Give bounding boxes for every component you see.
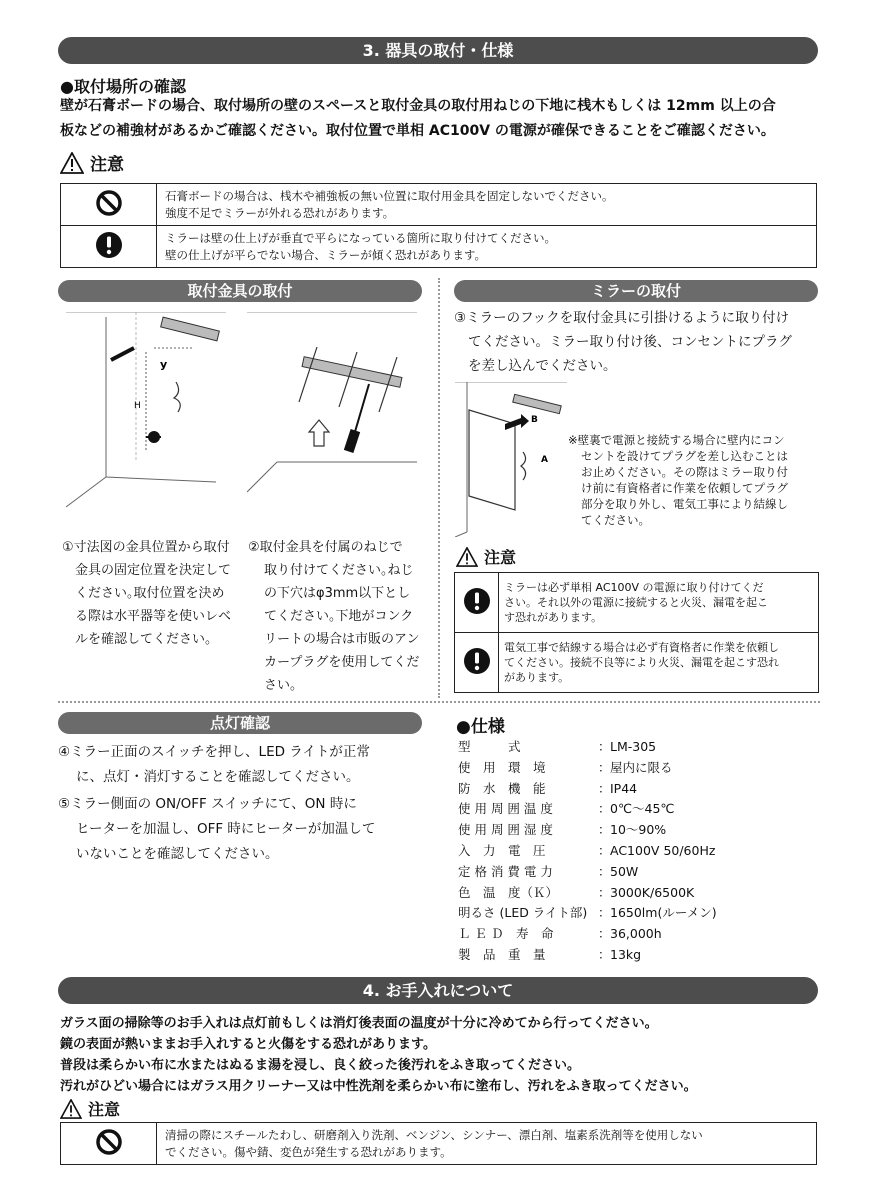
- spec-label: 使 用 周 囲 温 度: [458, 801, 553, 817]
- care-text: [60, 1013, 850, 1097]
- step-2-text: [248, 536, 433, 697]
- warning-triangle-icon: [456, 547, 478, 567]
- exclamation-icon: [463, 647, 491, 675]
- warning-triangle-icon: [60, 1099, 82, 1119]
- warning-line: 電気工事で結線する場合は必ず有資格者に作業を依頼し: [504, 641, 779, 654]
- spec-label: 防 水 機 能: [458, 780, 546, 796]
- step-1-line: 金具の固定位置を決定して: [75, 563, 232, 578]
- spec-row: [458, 841, 818, 862]
- prohibition-icon: [95, 189, 123, 217]
- warning-text: [499, 573, 819, 633]
- spec-value: AC100V 50/60Hz: [610, 842, 716, 858]
- warning-line: ミラーは必ず単相 AC100V の電源に取り付けてくだ: [504, 581, 764, 594]
- specs-table: [458, 737, 818, 966]
- care-warning-table: [60, 1122, 817, 1165]
- warning-line: 石膏ボードの場合は、桟木や補強板の無い位置に取付用金具を固定しないでください。: [165, 188, 614, 203]
- spec-value: 50W: [610, 863, 639, 879]
- spec-label: 明るさ (LED ライト部): [458, 905, 588, 921]
- caution-heading: [60, 150, 124, 175]
- step-4-line: ④ミラー正面のスイッチを押し、LED ライトが正常: [58, 744, 370, 760]
- row-divider: [58, 701, 820, 703]
- warning-icon-cell: [61, 184, 157, 226]
- mirror-caution-heading: [456, 545, 516, 568]
- caution-label: 注意: [484, 548, 517, 567]
- warning-text: [157, 226, 817, 268]
- spec-row: [458, 737, 818, 758]
- prohibition-icon: [95, 1128, 123, 1156]
- spec-row: [458, 924, 818, 945]
- warning-text: [157, 184, 817, 226]
- section-4-title: 4. お手入れについて: [58, 977, 818, 1004]
- spec-row: [458, 903, 818, 924]
- spec-colon: ：: [598, 884, 611, 900]
- spec-row: [458, 758, 818, 779]
- warning-line: 強度不足でミラーが外れる恐れがあります。: [165, 205, 395, 220]
- step-5-line: ⑤ミラー側面の ON/OFF スイッチにて、ON 時に: [58, 796, 357, 812]
- spec-colon: ：: [598, 739, 611, 754]
- care-line: 汚れがひどい場合にはガラス用クリーナー又は中性洗剤を柔らかい布に塗布し、汚れをふき取ってください。: [60, 1079, 697, 1094]
- exclamation-icon: [463, 587, 491, 615]
- care-line: 普段は柔らかい布に水またはぬるま湯を浸し、良く絞った後汚れをふき取ってください。: [60, 1058, 581, 1073]
- care-line: 鏡の表面が熱いままお手入れすると火傷をする恐れがあります。: [60, 1037, 436, 1052]
- spec-value: IP44: [610, 780, 638, 796]
- spec-label: 色 温 度（Ｋ）: [458, 884, 559, 900]
- spec-value: 10～90%: [610, 822, 667, 838]
- step-2-line: ②取付金具を付属のねじで: [248, 540, 403, 555]
- spec-value: LM-305: [610, 739, 657, 754]
- spec-value: 13kg: [610, 946, 642, 962]
- note-line: お止めください。その際はミラー取り付: [581, 465, 788, 479]
- spec-colon: ：: [598, 863, 611, 879]
- warning-line: てください。接続不良等により火災、漏電を起こす恐れ: [504, 656, 779, 669]
- step-1-line: ルを確認してください。: [75, 632, 219, 647]
- step-2-line: 取り付けてください｡ねじ: [264, 563, 414, 578]
- label-h: H: [134, 401, 141, 411]
- exclamation-icon: [95, 231, 123, 259]
- install-location-line-2: 板などの補強材があるかご確認ください。取付位置で単相 AC100V の電源が確保できることをご確認ください。: [60, 123, 775, 139]
- spec-value: 1650lm(ルーメン): [610, 905, 717, 921]
- warning-icon-cell: [455, 633, 499, 693]
- label-y: y: [160, 358, 168, 371]
- note-line: てください。: [581, 513, 650, 527]
- spec-label: Ｌ Ｅ Ｄ 寿 命: [458, 926, 554, 942]
- warning-text: [157, 1123, 817, 1165]
- mirror-hook-diagram: [455, 382, 570, 537]
- spec-colon: ：: [598, 759, 611, 775]
- install-location-line-1: 壁が石膏ボードの場合、取付場所の壁のスペースと取付金具の取付用ねじの下地に桟木もしくは 12mm 以上の合: [60, 98, 776, 114]
- warning-line: ミラーは壁の仕上げが垂直で平らになっている箇所に取り付けてください。: [165, 230, 556, 245]
- step-2-line: カープラグを使用してくだ: [264, 655, 420, 670]
- step-3-text: [454, 306, 824, 378]
- step-2-line: さい｡: [264, 678, 297, 693]
- step-3-line: を差し込んでください。: [468, 358, 617, 374]
- step-5-text: [58, 792, 438, 867]
- spec-label: 製 品 重 量: [458, 946, 546, 962]
- warning-icon-cell: [455, 573, 499, 633]
- spec-row: [458, 799, 818, 820]
- warning-line: 清掃の際にスチールたわし、研磨剤入り洗剤、ベンジン、シンナー、漂白剤、塩素系洗剤等を使用しない: [165, 1127, 703, 1142]
- caution-label: 注意: [90, 155, 124, 175]
- spec-label: 型 式: [458, 739, 521, 754]
- mirror-install-title: ミラーの取付: [454, 280, 818, 302]
- step-1-text: [62, 536, 242, 651]
- label-b: B: [531, 415, 538, 425]
- bracket-screw-diagram: [247, 312, 419, 517]
- spec-row: [458, 883, 818, 904]
- install-location-heading: ●取付場所の確認: [60, 77, 186, 96]
- step-2-line: リートの場合は市販のアン: [264, 632, 420, 647]
- column-divider: [438, 278, 440, 698]
- step-3-line: ③ミラーのフックを取付金具に引掛けるように取り付け: [454, 310, 790, 326]
- spec-colon: ：: [598, 926, 611, 942]
- spec-colon: ：: [598, 946, 611, 962]
- warning-line: す恐れがあります。: [504, 611, 603, 624]
- step-4-text: [58, 740, 438, 790]
- spec-value: 0℃～45℃: [610, 801, 675, 817]
- note-line: 部分を取り外し、電気工事により結線し: [581, 497, 788, 511]
- spec-row: [458, 820, 818, 841]
- spec-colon: ：: [598, 780, 611, 796]
- warning-line: があります。: [504, 671, 570, 684]
- care-line: ガラス面の掃除等のお手入れは点灯前もしくは消灯後表面の温度が十分に冷めてから行ってください。: [60, 1016, 658, 1031]
- spec-colon: ：: [598, 801, 611, 817]
- spec-value: 屋内に限る: [610, 759, 673, 775]
- note-line: ※壁裏で電源と接続する場合に壁内にコン: [568, 433, 785, 447]
- care-caution-heading: [60, 1097, 120, 1120]
- warning-line: でください。傷や錆、変色が発生する恐れがあります。: [165, 1144, 452, 1159]
- step-5-line: いないことを確認してください。: [76, 846, 279, 862]
- wiring-note: [568, 432, 824, 528]
- spec-value: 3000K/6500K: [610, 884, 695, 900]
- warning-triangle-icon: [60, 152, 84, 174]
- spec-label: 使 用 周 囲 湿 度: [458, 822, 553, 838]
- spec-colon: ：: [598, 842, 611, 858]
- warning-text: [499, 633, 819, 693]
- label-a: A: [541, 455, 548, 465]
- note-line: セントを設けてプラグを差し込むことは: [581, 449, 788, 463]
- spec-value: 36,000h: [610, 926, 662, 942]
- note-line: け前に有資格者に作業を依頼してプラグ: [581, 481, 788, 495]
- step-5-line: ヒーターを加温し、OFF 時にヒーターが加温して: [76, 821, 376, 837]
- warning-line: さい。それ以外の電源に接続すると火災、漏電を起こ: [504, 596, 768, 609]
- spec-row: [458, 862, 818, 883]
- section3-warning-table: [60, 183, 817, 268]
- spec-label: 使 用 環 境: [458, 759, 546, 775]
- warning-icon-cell: [61, 1123, 157, 1165]
- warning-line: 壁の仕上げが平らでない場合、ミラーが傾く恐れがあります。: [165, 247, 486, 262]
- bracket-install-title: 取付金具の取付: [58, 280, 422, 302]
- step-4-line: に、点灯・消灯することを確認してください。: [76, 769, 360, 785]
- spec-colon: ：: [598, 905, 611, 921]
- caution-label: 注意: [88, 1100, 121, 1119]
- mirror-warning-table: [454, 572, 819, 693]
- spec-label: 入 力 電 圧: [458, 842, 546, 858]
- step-1-line: ください｡取付位置を決め: [75, 586, 225, 601]
- spec-row: [458, 779, 818, 800]
- lighting-check-title: 点灯確認: [58, 712, 422, 734]
- step-3-line: てください。ミラー取り付け後、コンセントにプラグ: [468, 334, 792, 350]
- bracket-position-diagram: [66, 312, 231, 517]
- step-2-line: てください｡下地がコンク: [264, 609, 414, 624]
- warning-icon-cell: [61, 226, 157, 268]
- specs-heading: ●仕様: [456, 717, 505, 737]
- spec-colon: ：: [598, 822, 611, 838]
- section-3-title: 3. 器具の取付・仕様: [58, 37, 818, 64]
- spec-label: 定 格 消 費 電 力: [458, 863, 553, 879]
- step-1-line: ①寸法図の金具位置から取付: [62, 540, 230, 555]
- step-1-line: る際は水平器等を使いレベ: [75, 609, 232, 624]
- spec-row: [458, 945, 818, 966]
- step-2-line: の下穴はφ3mm以下とし: [264, 586, 411, 601]
